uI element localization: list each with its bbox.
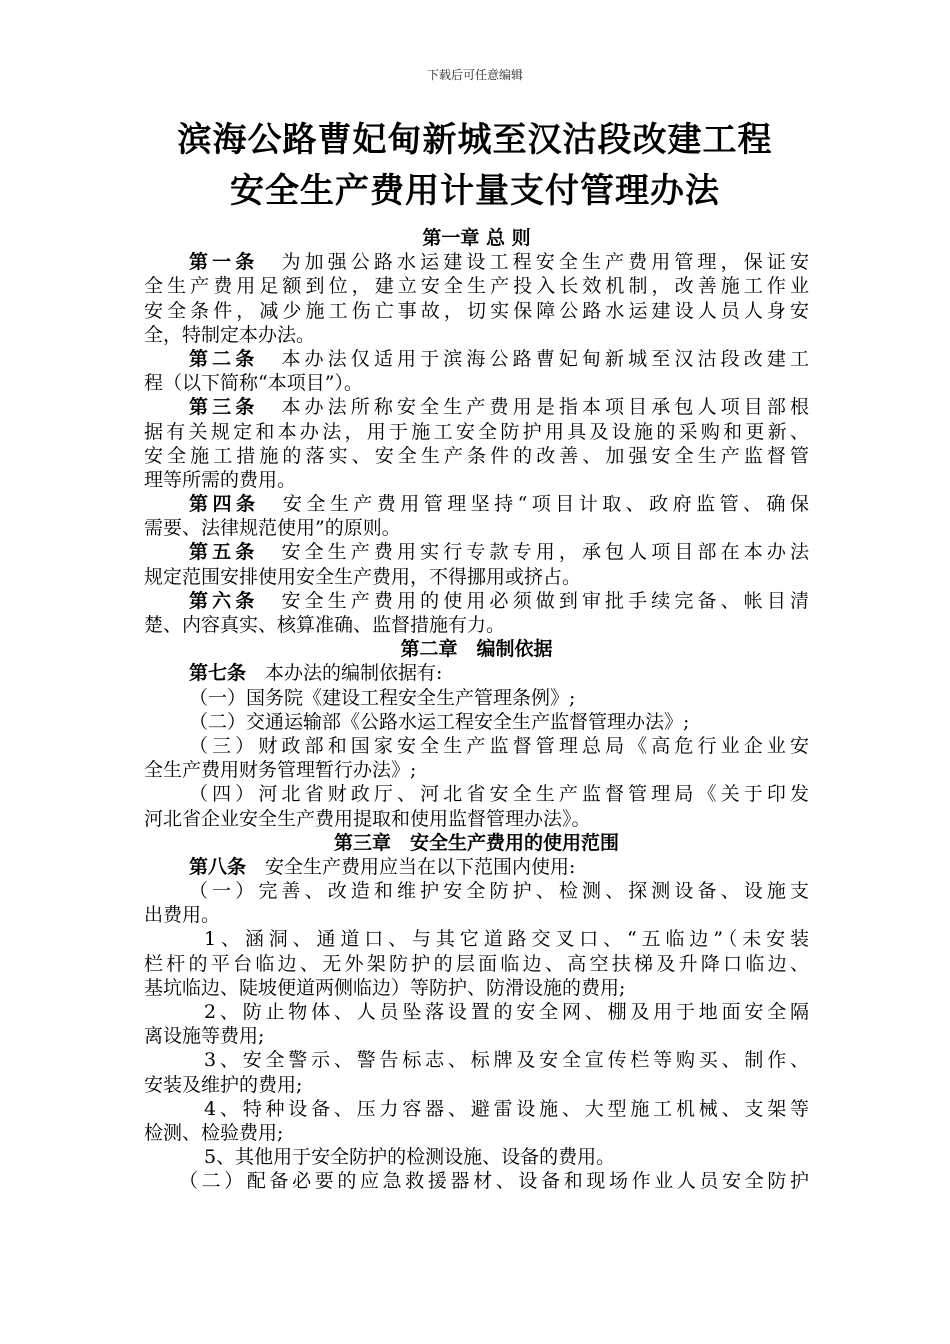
line-text: （四）河北省财政厅、河北省安全生产监督管理局《关于印发 — [189, 783, 809, 806]
document-body — [144, 226, 809, 1194]
paragraph-line — [144, 879, 809, 903]
line-text: 第一章 总 则 — [422, 227, 531, 249]
paragraph-line — [144, 613, 809, 637]
paragraph-line — [144, 1169, 809, 1193]
article-label: 第八条 — [189, 855, 247, 878]
line-text: （三）财政部和国家安全生产监督管理总局《高危行业企业安 — [189, 734, 809, 757]
line-text: （二）配备必要的应急救援器材、设备和现场作业人员安全防护 — [179, 1170, 809, 1193]
line-text: 规定范围安排使用安全生产费用，不得挪用或挤占。 — [144, 565, 582, 588]
paragraph-line — [144, 347, 809, 371]
line-text: 本办法仅适用于滨海公路曹妃甸新城至汉沽段改建工 — [258, 347, 809, 370]
line-text: 需要、法律规范使用”的原则。 — [144, 517, 401, 540]
line-text: 4、特种设备、压力容器、避雷设施、大型施工机械、支架等 — [204, 1097, 809, 1120]
paragraph-line — [144, 444, 809, 468]
paragraph-line — [144, 540, 809, 564]
line-text: 第三章 安全生产费用的使用范围 — [333, 831, 619, 854]
line-text: 离设施等费用; — [144, 1025, 265, 1048]
chapter-heading — [144, 226, 809, 250]
line-text: 全生产费用财务管理暂行办法》; — [144, 759, 417, 782]
paragraph-line — [144, 468, 809, 492]
article-label: 第七条 — [189, 662, 247, 685]
article-label: 第二条 — [189, 347, 259, 370]
document-title-line-2: 安全生产费用计量支付管理办法 — [230, 171, 720, 211]
paragraph-line — [144, 710, 809, 734]
paragraph-line — [144, 782, 809, 806]
paragraph-line — [144, 1048, 809, 1072]
paragraph-line — [144, 395, 809, 419]
line-text: 安全生产费用实行专款专用，承包人项目部在本办法 — [258, 541, 809, 564]
paragraph-line — [144, 1097, 809, 1121]
paragraph-line — [144, 371, 809, 395]
paragraph-line — [144, 903, 809, 927]
line-text: 5、其他用于安全防护的检测设施、设备的费用。 — [204, 1146, 616, 1169]
paragraph-line — [144, 855, 809, 879]
paragraph-line — [144, 274, 809, 298]
paragraph-line — [144, 589, 809, 613]
line-text: 河北省企业安全生产费用提取和使用监督管理办法》。 — [144, 807, 591, 830]
chapter-heading — [144, 637, 809, 661]
article-label: 第五条 — [189, 541, 259, 564]
line-text: 程（以下简称“本项目”）。 — [144, 372, 363, 395]
paragraph-line — [144, 420, 809, 444]
line-text: （二）交通运输部《公路水运工程安全生产监督管理办法》; — [189, 710, 690, 733]
paragraph-line — [144, 516, 809, 540]
line-text: 安全生产费用应当在以下范围内使用: — [246, 855, 576, 878]
paragraph-line — [144, 1024, 809, 1048]
paragraph-line — [144, 734, 809, 758]
line-text: 为加强公路水运建设工程安全生产费用管理，保证安 — [258, 251, 809, 274]
paragraph-line — [144, 565, 809, 589]
line-text: 安全生产费用管理坚持“项目计取、政府监管、确保 — [259, 493, 809, 516]
line-text: 基坑临边、陡坡便道两侧临边）等防护、防滑设施的费用; — [144, 976, 626, 999]
chapter-heading — [144, 831, 809, 855]
article-label: 第一条 — [189, 251, 259, 274]
article-label: 第六条 — [189, 589, 259, 612]
paragraph-line — [144, 1121, 809, 1145]
paragraph-line — [144, 927, 809, 951]
line-text: 据有关规定和本办法，用于施工安全防护用具及设施的采购和更新、 — [144, 420, 809, 443]
paragraph-line — [144, 1145, 809, 1169]
line-text: 安全条件，减少施工伤亡事故，切实保障公路水运建设人员人身安 — [144, 299, 809, 322]
paragraph-line — [144, 492, 809, 516]
line-text: 出费用。 — [144, 904, 221, 927]
line-text: 安全施工措施的落实、安全生产条件的改善、加强安全生产监督管 — [144, 444, 809, 467]
line-text: 全生产费用足额到位，建立安全生产投入长效机制，改善施工作业 — [144, 275, 809, 298]
line-text: 安全生产费用的使用必须做到审批手续完备、帐目清 — [258, 589, 809, 612]
page-header: 下载后可任意编辑 — [426, 68, 523, 82]
line-text: 3、安全警示、警告标志、标牌及安全宣传栏等购买、制作、 — [204, 1049, 809, 1072]
line-text: 楚、内容真实、核算准确、监督措施有力。 — [144, 614, 506, 636]
paragraph-line — [144, 1073, 809, 1097]
line-text: 全，特制定本办法。 — [144, 323, 316, 346]
paragraph-line — [144, 661, 809, 685]
line-text: 1、涵洞、通道口、与其它道路交叉口、“五临边”（未安装 — [204, 928, 809, 951]
paragraph-line — [144, 250, 809, 274]
document-title-line-1: 滨海公路曹妃甸新城至汉沽段改建工程 — [177, 120, 773, 160]
line-text: （一）完善、改造和维护安全防护、检测、探测设备、设施支 — [189, 880, 809, 903]
paragraph-line — [144, 686, 809, 710]
line-text: 安装及维护的费用; — [144, 1073, 303, 1096]
line-text: 栏杆的平台临边、无外架防护的层面临边、高空扶梯及升降口临边、 — [144, 952, 809, 975]
paragraph-line — [144, 323, 809, 347]
article-label: 第四条 — [189, 493, 260, 516]
line-text: 2、防止物体、人员坠落设置的安全网、棚及用于地面安全隔 — [204, 1001, 809, 1023]
paragraph-line — [144, 807, 809, 831]
paragraph-line — [144, 952, 809, 976]
paragraph-line — [144, 976, 809, 1000]
line-text: 本办法所称安全生产费用是指本项目承包人项目部根 — [258, 396, 809, 419]
paragraph-line — [144, 299, 809, 323]
line-text: 第二章 编制依据 — [400, 638, 553, 661]
line-text: 本办法的编制依据有: — [246, 662, 443, 685]
line-text: 理等所需的费用。 — [144, 468, 297, 491]
paragraph-line — [144, 758, 809, 782]
line-text: （一）国务院《建设工程安全生产管理条例》; — [189, 686, 576, 709]
paragraph-line — [144, 1000, 809, 1024]
line-text: 检测、检验费用; — [144, 1121, 284, 1144]
article-label: 第三条 — [189, 396, 259, 419]
